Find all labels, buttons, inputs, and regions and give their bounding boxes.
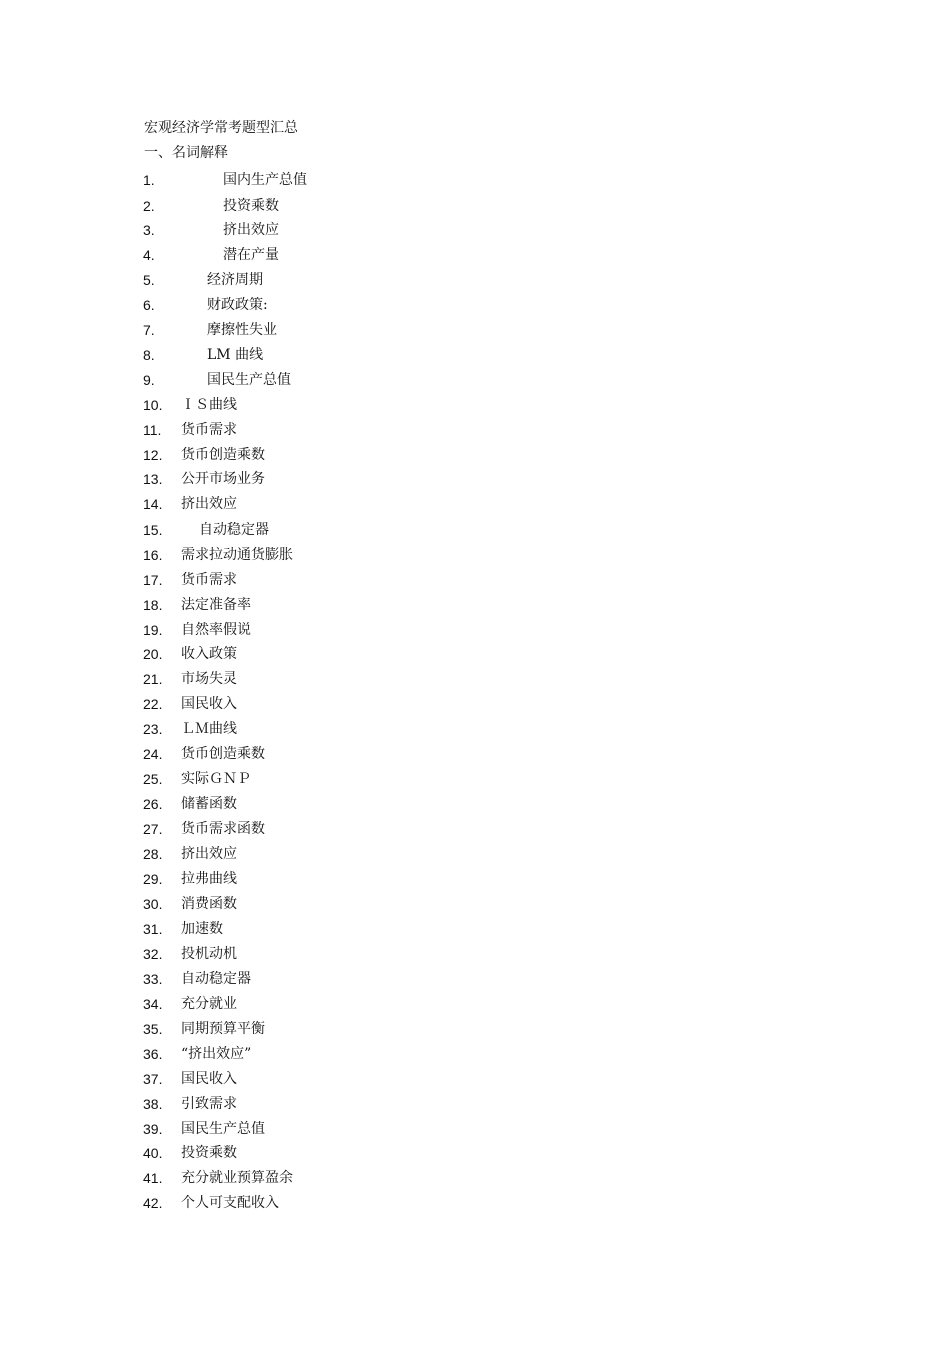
item-term: “挤出效应” xyxy=(181,1046,252,1062)
item-number: 36. xyxy=(143,1046,163,1062)
item-term: 充分就业预算盈余 xyxy=(181,1170,293,1186)
item-term: 自然率假说 xyxy=(181,622,251,638)
item-term: 同期预算平衡 xyxy=(181,1021,265,1037)
item-term: 消费函数 xyxy=(181,896,237,912)
item-term: 摩擦性失业 xyxy=(207,322,277,338)
item-term: 加速数 xyxy=(181,921,223,937)
item-term: 潜在产量 xyxy=(223,247,279,263)
item-term: 充分就业 xyxy=(181,996,237,1012)
item-number: 17. xyxy=(143,572,163,588)
item-term: 投机动机 xyxy=(181,946,237,962)
item-term: 收入政策 xyxy=(181,646,237,662)
item-term: 国内生产总值 xyxy=(223,172,307,188)
item-number: 28. xyxy=(143,846,163,862)
item-term: 市场失灵 xyxy=(181,671,237,687)
section-heading: 一、名词解释 xyxy=(144,145,228,161)
item-term: 需求拉动通货膨胀 xyxy=(181,547,293,563)
item-term: 公开市场业务 xyxy=(181,471,265,487)
item-term: 货币需求函数 xyxy=(181,821,265,837)
item-number: 16. xyxy=(143,547,163,563)
item-term: 挤出效应 xyxy=(181,846,237,862)
item-term: 投资乘数 xyxy=(181,1145,237,1161)
item-term: 经济周期 xyxy=(207,272,263,288)
item-term: 法定准备率 xyxy=(181,597,251,613)
item-term: 实际ＧＮＰ xyxy=(181,771,251,787)
item-term: 自动稳定器 xyxy=(199,522,269,538)
item-number: 39. xyxy=(143,1121,163,1137)
item-number: 22. xyxy=(143,696,163,712)
item-number: 19. xyxy=(143,622,163,638)
item-term: 储蓄函数 xyxy=(181,796,237,812)
item-term: 投资乘数 xyxy=(223,198,279,214)
item-number: 32. xyxy=(143,946,163,962)
item-number: 5. xyxy=(143,272,155,288)
item-term: 国民生产总值 xyxy=(207,372,291,388)
item-number: 40. xyxy=(143,1145,163,1161)
item-number: 26. xyxy=(143,796,163,812)
item-number: 14. xyxy=(143,496,163,512)
item-number: 27. xyxy=(143,821,163,837)
item-number: 35. xyxy=(143,1021,163,1037)
item-term: 国民收入 xyxy=(181,696,237,712)
item-term: ＩＳ曲线 xyxy=(181,397,237,413)
item-number: 42. xyxy=(143,1195,163,1211)
item-number: 10. xyxy=(143,397,163,413)
item-number: 9. xyxy=(143,372,155,388)
item-number: 38. xyxy=(143,1096,163,1112)
item-number: 13. xyxy=(143,471,163,487)
item-number: 24. xyxy=(143,746,163,762)
item-number: 41. xyxy=(143,1170,163,1186)
item-number: 3. xyxy=(143,222,155,238)
item-number: 20. xyxy=(143,646,163,662)
item-number: 7. xyxy=(143,322,155,338)
item-term: LM 曲线 xyxy=(207,347,264,363)
item-term: 自动稳定器 xyxy=(181,971,251,987)
item-number: 25. xyxy=(143,771,163,787)
item-number: 8. xyxy=(143,347,155,363)
item-number: 37. xyxy=(143,1071,163,1087)
item-term: 拉弗曲线 xyxy=(181,871,237,887)
item-number: 33. xyxy=(143,971,163,987)
item-number: 18. xyxy=(143,597,163,613)
item-term: 个人可支配收入 xyxy=(181,1195,279,1211)
item-term: 财政政策: xyxy=(207,297,268,313)
item-number: 30. xyxy=(143,896,163,912)
item-term: 货币需求 xyxy=(181,422,237,438)
item-term: 货币创造乘数 xyxy=(181,746,265,762)
item-number: 12. xyxy=(143,447,163,463)
item-term: 货币需求 xyxy=(181,572,237,588)
item-term: ＬＭ曲线 xyxy=(181,721,237,737)
item-number: 34. xyxy=(143,996,163,1012)
item-number: 21. xyxy=(143,671,163,687)
item-number: 29. xyxy=(143,871,163,887)
item-number: 15. xyxy=(143,522,163,538)
item-number: 2. xyxy=(143,198,155,214)
item-term: 挤出效应 xyxy=(223,222,279,238)
item-term: 国民生产总值 xyxy=(181,1121,265,1137)
item-term: 挤出效应 xyxy=(181,496,237,512)
item-term: 引致需求 xyxy=(181,1096,237,1112)
item-term: 货币创造乘数 xyxy=(181,447,265,463)
document-title: 宏观经济学常考题型汇总 xyxy=(144,120,298,136)
item-number: 23. xyxy=(143,721,163,737)
item-number: 4. xyxy=(143,247,155,263)
item-term: 国民收入 xyxy=(181,1071,237,1087)
item-number: 31. xyxy=(143,921,163,937)
item-number: 6. xyxy=(143,297,155,313)
item-number: 11. xyxy=(143,422,162,438)
item-number: 1. xyxy=(143,172,155,188)
